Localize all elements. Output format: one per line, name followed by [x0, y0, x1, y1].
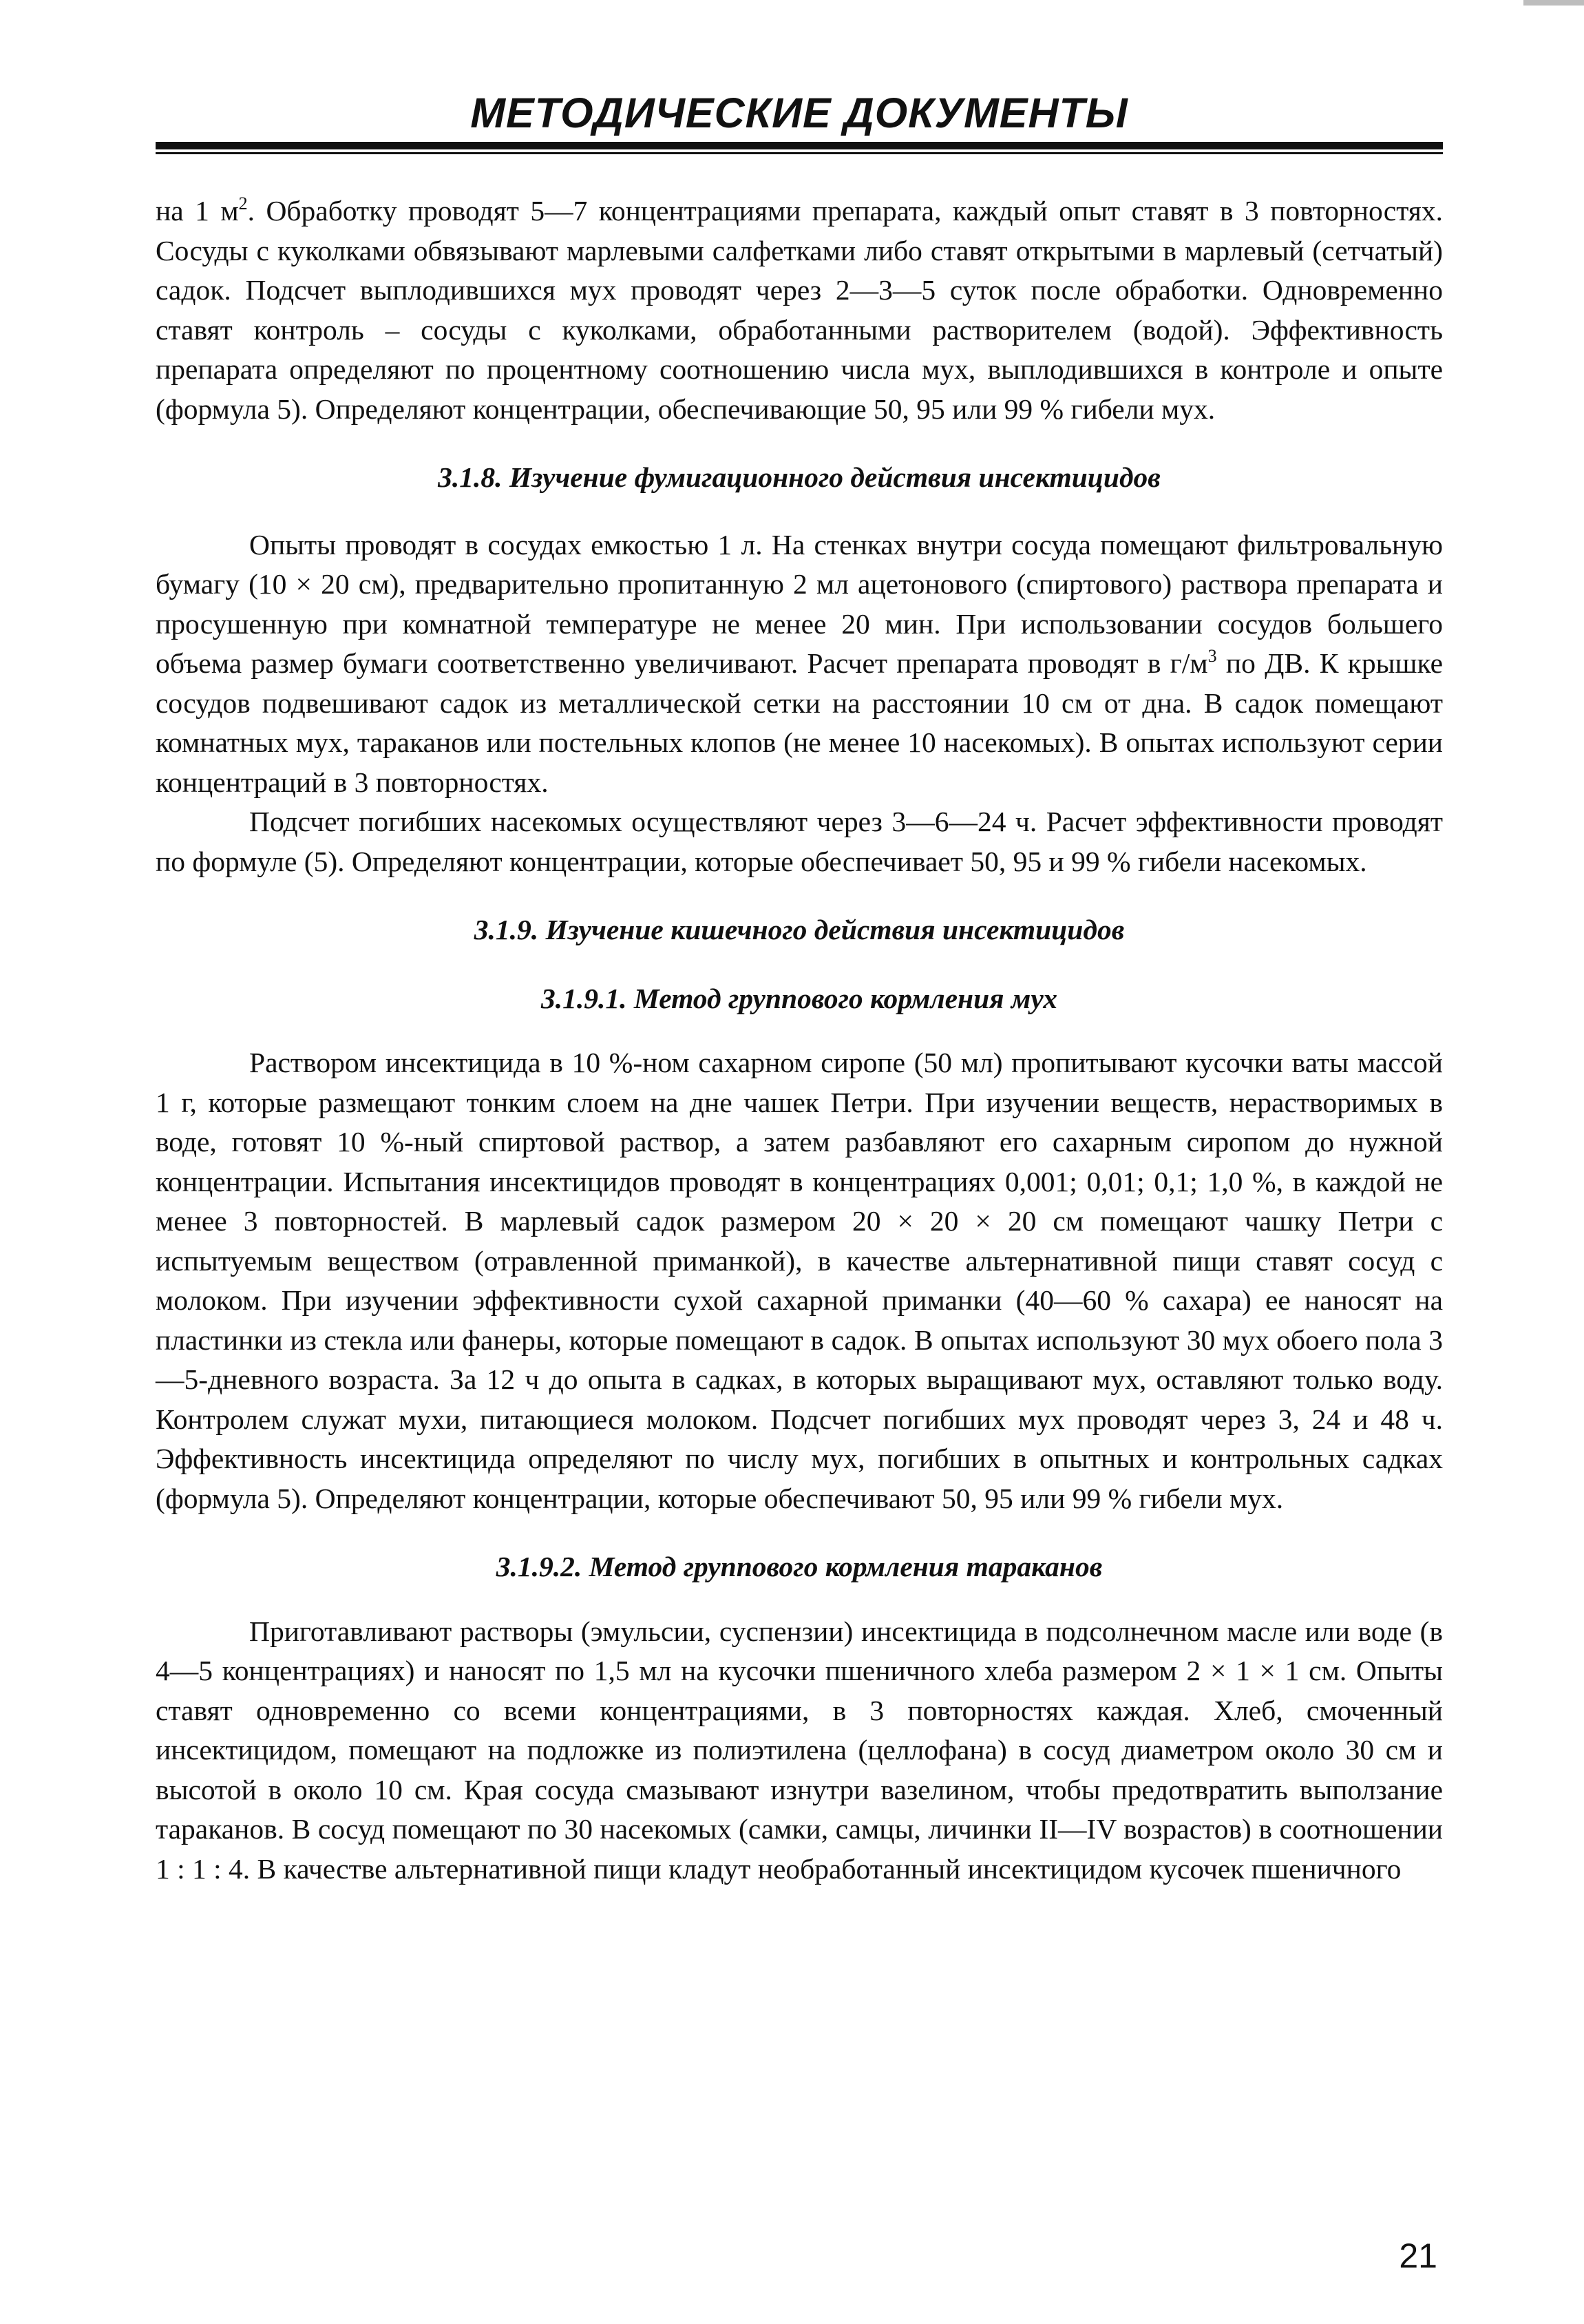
- subsection-heading-3-1-9-2: 3.1.9.2. Метод группового кормления тараканов: [496, 1551, 1103, 1582]
- s318-text-a: Опыты проводят в сосудах емкостью 1 л. На стенках внутри сосуда помещают фильтровальную бумагу (10 × 20 см), предварительно пропитанную 2 мл ацетонового (спиртового) раствора препарата и просушенную при комнатной температуре не менее 20 мин. При использовании сосудов большего объема размер бумаги соответственно увеличивают. Расчет препарата проводят в г/м: [156, 528, 1443, 679]
- intro-superscript: 2: [238, 193, 248, 213]
- scan-edge-mark: [1523, 0, 1584, 6]
- subsection-3-1-9-1-paragraph: Раствором инсектицида в 10 %-ном сахарном сиропе (50 мл) пропитывают кусочки ваты массой 1 г, которые размещают тонким слоем на дне чашек Петри. При изучении веществ, нерастворимых в воде, готовят 10 %-ный спиртовой раствор, а затем разбавляют его сахарным сиропом до нужной концентрации. Испытания инсектицидов проводят в концентрациях 0,001; 0,01; 0,1; 1,0 %, в каждой не менее 3 повторностей. В марлевый садок размером 20 × 20 × 20 см помещают чашку Петри с испытуемым веществом (отравленной приманкой), в качестве альтернативной пищи ставят сосуд с молоком. При изучении эффективности сухой сахарной приманки (40—60 % сахара) ее наносят на пластинки из стекла или фанеры, которые помещают в садок. В опытах используют 30 мух обоего пола 3—5-дневного возраста. За 12 ч до опыта в садках, в которых выращивают мух, оставляют только воду. Контролем служат мухи, питающиеся молоком. Подсчет погибших мух проводят через 3, 24 и 48 ч. Эффективность инсектицида определяют по числу мух, погибших в опытных и контрольных садках (формула 5). Определяют концентрации, которые обеспечивают 50, 95 или 99 % гибели мух.: [156, 1047, 1443, 1514]
- intro-text-b: . Обработку проводят 5—7 концентрациями препарата, каждый опыт ставят в 3 повторностях. Сосуды с куколками обвязывают марлевыми салфетками либо ставят открытыми в марлевый (сетчатый) садок. Подсчет выплодившихся мух проводят через 2—3—5 суток после обработки. Одновременно ставят контроль – сосуды с куколками, обработанными растворителем (водой). Эффективность препарата определяют по процентному соотношению числа мух, выплодившихся в контроле и опыте (формула 5). Определяют концентрации, обеспечивающие 50, 95 или 99 % гибели мух.: [156, 195, 1443, 425]
- document-page: [156, 87, 1443, 2276]
- page-body: [156, 191, 1443, 1889]
- running-header-title: МЕТОДИЧЕСКИЕ ДОКУМЕНТЫ: [470, 90, 1128, 136]
- header-rule-thick: [156, 142, 1443, 149]
- section-3-1-8-paragraph-2: Подсчет погибших насекомых осуществляют через 3—6—24 ч. Расчет эффективности проводят по формуле (5). Определяют концентрации, которые обеспечивает 50, 95 и 99 % гибели насекомых.: [156, 806, 1443, 877]
- page-number: 21: [1399, 2237, 1437, 2275]
- s318-text-b: по ДВ. К крышке сосудов подвешивают садок из металлической сетки на расстоянии 10 см от дна. В садок помещают комнатных мух, тараканов или постельных клопов (не менее 10 насекомых). В опытах используют серии концентраций в 3 повторностях.: [156, 647, 1443, 798]
- section-heading-3-1-9: 3.1.9. Изучение кишечного действия инсектицидов: [474, 914, 1125, 945]
- section-heading-3-1-8: 3.1.8. Изучение фумигационного действия инсектицидов: [438, 461, 1161, 493]
- intro-paragraph: [156, 191, 1443, 429]
- section-3-1-8-paragraph-1: [156, 525, 1443, 803]
- s318-superscript: 3: [1207, 646, 1217, 666]
- subsection-3-1-9-2-paragraph: Приготавливают растворы (эмульсии, суспензии) инсектицида в подсолнечном масле или воде (в 4—5 концентрациях) и наносят по 1,5 мл на кусочки пшеничного хлеба размером 2 × 1 × 1 см. Опыты ставят одновременно со всеми концентрациями, в 3 повторностях каждая. Хлеб, смоченный инсектицидом, помещают на подложке из полиэтилена (целлофана) в сосуд диаметром около 30 см и высотой в около 10 см. Края сосуда смазывают изнутри вазелином, чтобы предотвратить выползание тараканов. В сосуд помещают по 30 насекомых (самки, самцы, личинки II—IV возрастов) в соотношении 1 : 1 : 4. В качестве альтернативной пищи кладут необработанный инсектицидом кусочек пшеничного: [156, 1615, 1443, 1885]
- subsection-heading-3-1-9-1: 3.1.9.1. Метод группового кормления мух: [541, 982, 1057, 1014]
- intro-text-a: на 1 м: [156, 195, 239, 227]
- header-rule-thin: [156, 152, 1443, 154]
